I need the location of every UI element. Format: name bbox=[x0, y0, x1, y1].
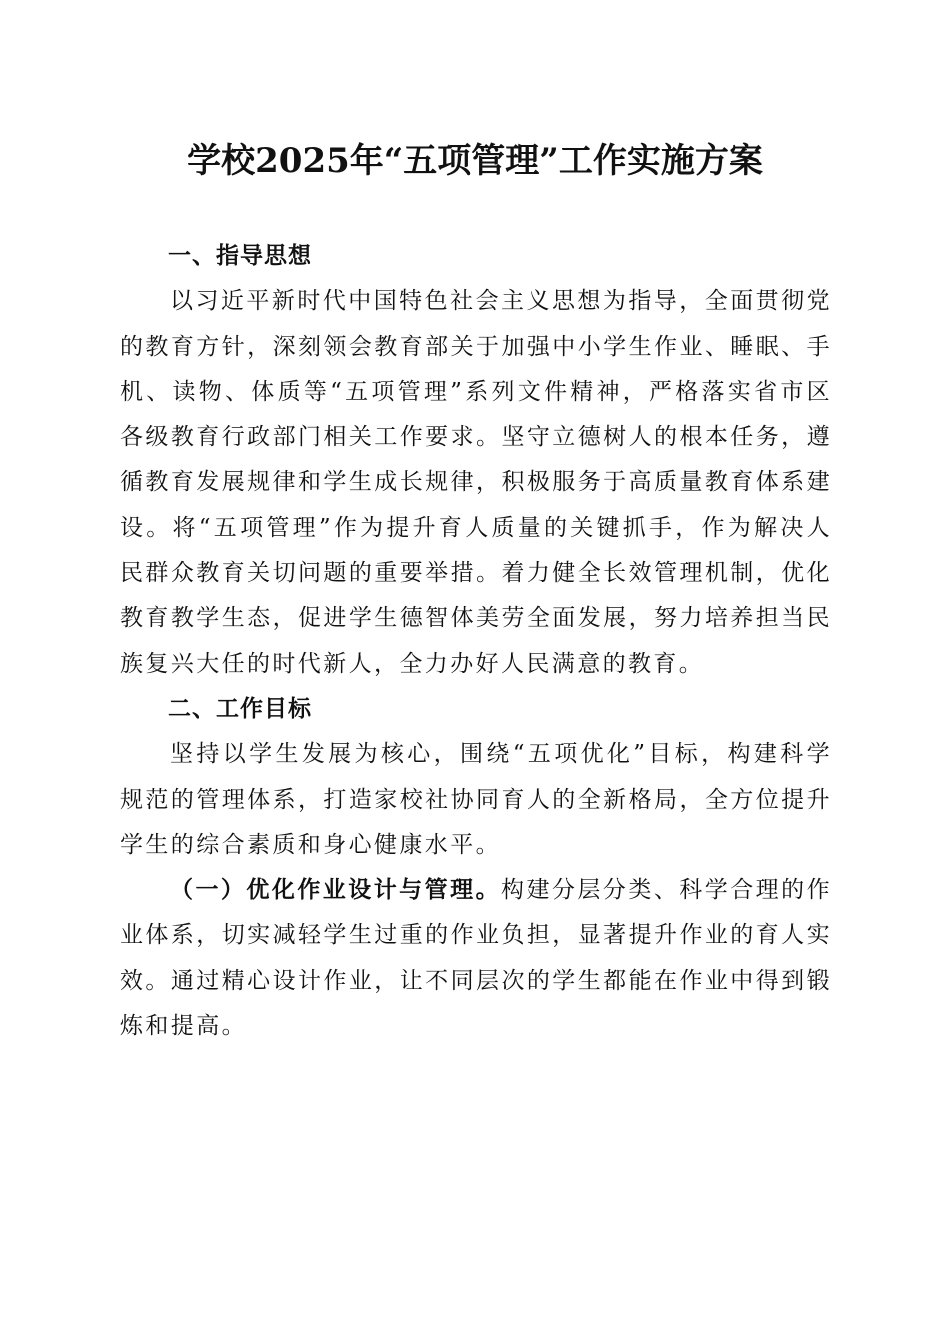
sub-item-homework-lead: （一）优化作业设计与管理。 bbox=[170, 877, 502, 904]
section-paragraph-guiding-ideology: 以习近平新时代中国特色社会主义思想为指导，全面贯彻党的教育方针，深刻领会教育部关于加强中小学生作业、睡眠、手机、读物、体质等“五项管理”系列文件精神，严格落实省市区各级教育行政部门相关工作要求。坚守立德树人的根本任务，遵循教育发展规律和学生成长规律，积极服务于高质量教育体系建设。将“五项管理”作为提升育人质量的关键抓手，作为解决人民群众教育关切问题的重要举措。着力健全长效管理机制，优化教育教学生态，促进学生德智体美劳全面发展，努力培养担当民族复兴大任的时代新人，全力办好人民满意的教育。 bbox=[120, 288, 832, 677]
document-title: 学校2025年“五项管理”工作实施方案 bbox=[187, 141, 763, 181]
sub-item-homework bbox=[120, 868, 832, 1049]
section-heading-guiding-ideology: 一、指导思想 bbox=[168, 243, 312, 269]
document-body bbox=[120, 234, 832, 1049]
section-heading-work-goals: 二、工作目标 bbox=[168, 695, 312, 722]
sub-item-homework-text: 构建分层分类、科学合理的作业体系，切实减轻学生过重的作业负担，显著提升作业的育人实效。通过精心设计作业，让不同层次的学生都能在作业中得到锻炼和提高。 bbox=[120, 877, 832, 1040]
section-paragraph-work-goals: 坚持以学生发展为核心，围绕“五项优化”目标，构建科学规范的管理体系，打造家校社协同育人的全新格局，全方位提升学生的综合素质和身心健康水平。 bbox=[120, 741, 832, 858]
